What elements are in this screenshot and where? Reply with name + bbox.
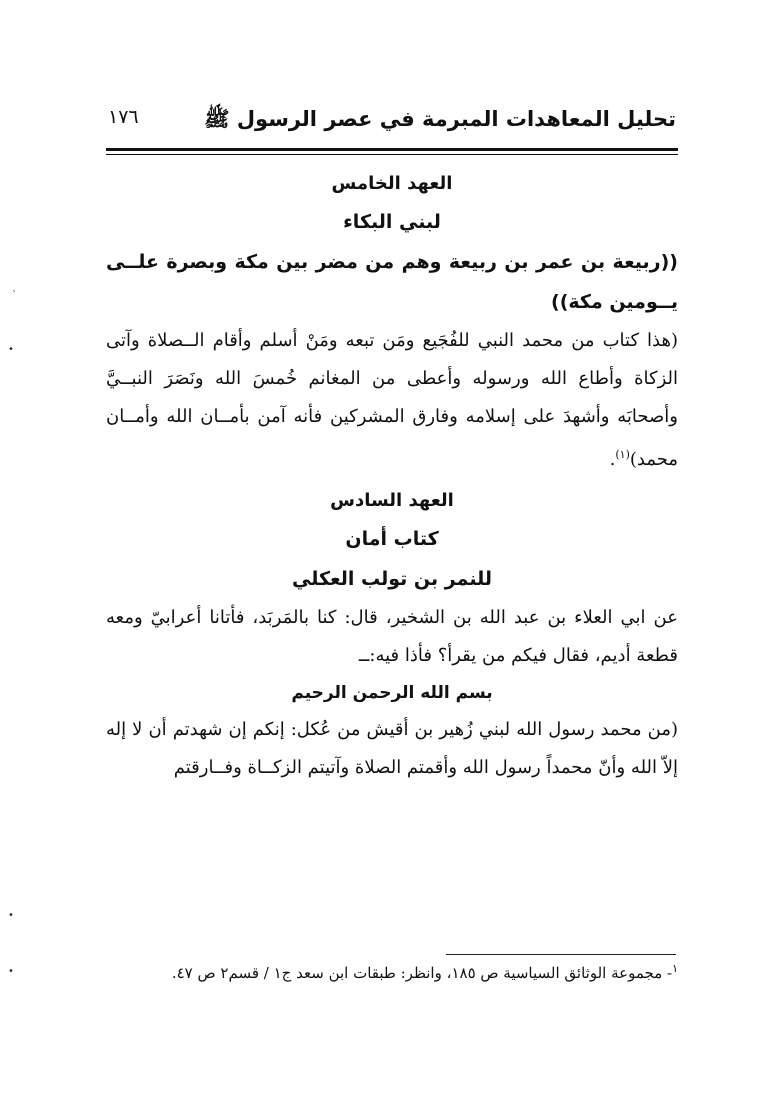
treaty6-narration: عن ابي العلاء بن عبد الله بن الشخير، قال: كنا بالمَربَد، فأتانا أعرابيّ ومعه قطعة أديم، فقال فيكم من يقرأ؟ فأذا فيه:ــ [106, 607, 678, 666]
scan-dot: • [8, 910, 14, 921]
treaty5-text-paragraph [106, 322, 678, 479]
page-header [108, 106, 676, 142]
page-number: ١٧٦ [108, 106, 139, 128]
header-rule-thick [106, 148, 678, 151]
treaty5-intro: ((ربيعة بن عمر بن ربيعة وهم من مضر بين مكة وبصرة علــى يــومين مكة)) [106, 251, 678, 313]
basmala: بسم الله الرحمن الرحيم [291, 683, 493, 703]
footnote-text: - مجموعة الوثائق السياسية ص ١٨٥، وانظر: طبقات ابن سعد ج١ / قسم٢ ص ٤٧. [171, 964, 673, 982]
treaty5-text: (هذا كتاب من محمد النبي للفُجَيع ومَن تبعه ومَنْ أسلم وأقام الــصلاة وآتى الزكاة وأطاع الله ورسوله وأعطى من المغانم خُمسَ الله ونَصَرَ النبــيَّ وأصحابَه وأشهدَ على إسلامه وفارق المشركين فأنه آمن بأمــان الله وأمــان محمد) [106, 330, 678, 470]
treaty5-end: . [609, 449, 616, 470]
body-text [106, 166, 678, 787]
footnote-separator [446, 954, 676, 955]
treaty6-text: (من محمد رسول الله لبني زُهير بن أقيش من عُكل: إنكم إن شهدتم أن لا إله إلاّ الله وأنّ محمداً رسول الله وأقمتم الصلاة وآتيتم الزكــاة وفــارقتم [106, 719, 678, 778]
header-rule-thin [106, 154, 678, 155]
treaty5-subheading: لبني البكاء [343, 211, 441, 233]
treaty6-heading: العهد السادس [330, 490, 454, 511]
treaty5-heading: العهد الخامس [331, 173, 453, 194]
footnote-reference[interactable]: (١) [615, 448, 630, 461]
scan-dot: • [8, 966, 14, 977]
running-title: تحليل المعاهدات المبرمة في عصر الرسول ﷺ [204, 107, 676, 131]
footnote-marker: ١ [672, 962, 678, 975]
treaty6-subheading-2: للنمر بن تولب العكلي [292, 568, 492, 590]
footnote [106, 962, 678, 982]
scan-dot: • [8, 344, 14, 355]
scan-speck: ` [12, 290, 17, 301]
treaty6-subheading-1: كتاب أمان [345, 528, 439, 550]
